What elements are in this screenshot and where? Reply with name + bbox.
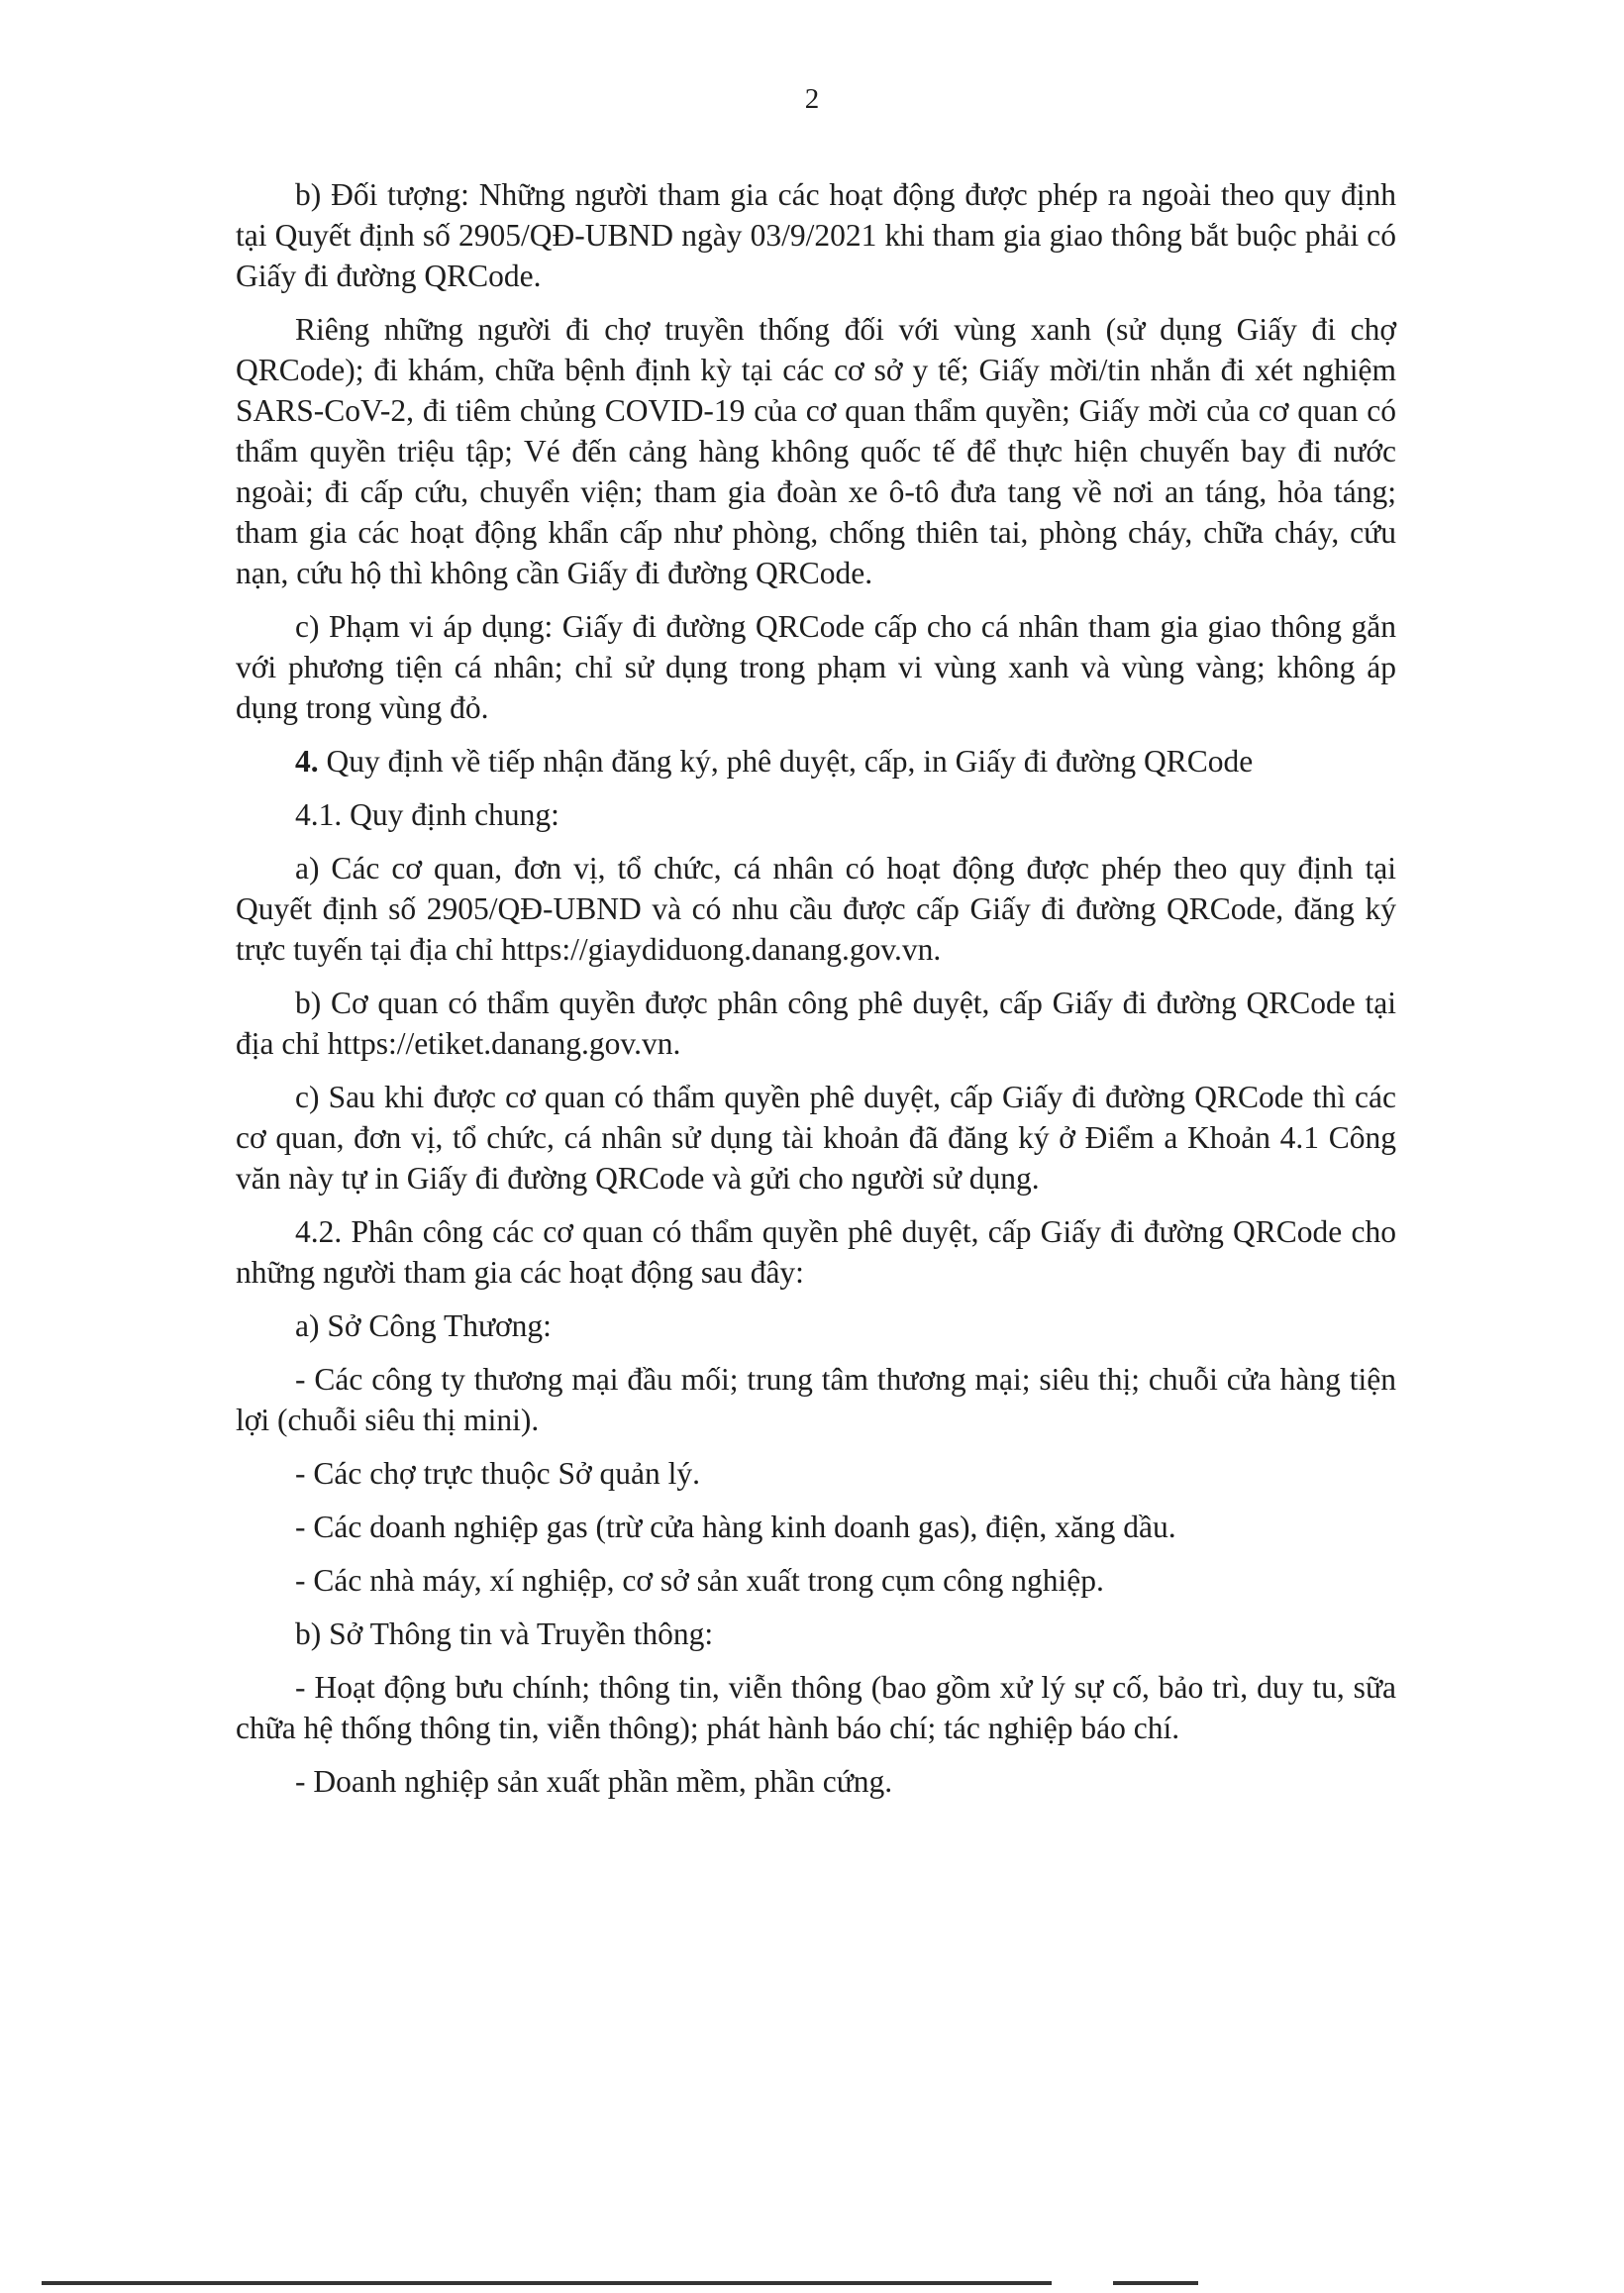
bottom-divider-short: [1113, 2281, 1198, 2285]
list-item: - Các công ty thương mại đầu mối; trung tâm thương mại; siêu thị; chuỗi cửa hàng tiện lợi (chuỗi siêu thị mini).: [236, 1362, 1396, 1437]
paragraph-4-2: 4.2. Phân công các cơ quan có thẩm quyền phê duyệt, cấp Giấy đi đường QRCode cho những người tham gia các hoạt động sau đây:: [236, 1214, 1396, 1290]
list-item: - Các doanh nghiệp gas (trừ cửa hàng kinh doanh gas), điện, xăng dầu.: [295, 1510, 1176, 1544]
paragraph-4-1-a: a) Các cơ quan, đơn vị, tổ chức, cá nhân có hoạt động được phép theo quy định tại Quyết định số 2905/QĐ-UBND và có nhu cầu được cấp Giấy đi đường QRCode, đăng ký trực tuyến tại địa chỉ https://giaydiduong.danang.gov.vn.: [236, 851, 1396, 967]
list-item: - Các nhà máy, xí nghiệp, cơ sở sản xuất trong cụm công nghiệp.: [295, 1563, 1104, 1598]
paragraph-4-1-b: b) Cơ quan có thẩm quyền được phân công phê duyệt, cấp Giấy đi đường QRCode tại địa chỉ https://etiket.danang.gov.vn.: [236, 986, 1396, 1061]
paragraph-pham-vi: c) Phạm vi áp dụng: Giấy đi đường QRCode cấp cho cá nhân tham gia giao thông gắn với phương tiện cá nhân; chỉ sử dụng trong phạm vi vùng xanh và vùng vàng; không áp dụng trong vùng đỏ.: [236, 609, 1396, 725]
list-item: - Doanh nghiệp sản xuất phần mềm, phần cứng.: [295, 1764, 893, 1799]
page-number: 2: [804, 83, 820, 115]
heading-so-cong-thuong: a) Sở Công Thương:: [295, 1308, 552, 1343]
heading-so-thong-tin: b) Sở Thông tin và Truyền thông:: [295, 1616, 714, 1651]
paragraph-exemptions: Riêng những người đi chợ truyền thống đối với vùng xanh (sử dụng Giấy đi chợ QRCode); đi khám, chữa bệnh định kỳ tại các cơ sở y tế; Giấy mời/tin nhắn đi xét nghiệm SARS-CoV-2, đi tiêm chủng COVID-19 của cơ quan thẩm quyền; Giấy mời của cơ quan có thẩm quyền triệu tập; Vé đến cảng hàng không quốc tế để thực hiện chuyến bay đi nước ngoài; đi cấp cứu, chuyển viện; tham gia đoàn xe ô-tô đưa tang về nơi an táng, hỏa táng; tham gia các hoạt động khẩn cấp như phòng, chống thiên tai, phòng cháy, chữa cháy, cứu nạn, cứu hộ thì không cần Giấy đi đường QRCode.: [236, 312, 1396, 590]
section-heading-4: [236, 741, 1396, 782]
paragraph-doi-tuong: b) Đối tượng: Những người tham gia các hoạt động được phép ra ngoài theo quy định tại Quyết định số 2905/QĐ-UBND ngày 03/9/2021 khi tham gia giao thông bắt buộc phải có Giấy đi đường QRCode.: [236, 177, 1396, 293]
bottom-divider: [42, 2281, 1052, 2285]
section-number: 4.: [295, 744, 319, 779]
document-body: [236, 174, 1396, 1815]
subsection-heading-4-1: 4.1. Quy định chung:: [295, 797, 559, 832]
section-title: Quy định về tiếp nhận đăng ký, phê duyệt, cấp, in Giấy đi đường QRCode: [318, 744, 1254, 779]
list-item: - Hoạt động bưu chính; thông tin, viễn thông (bao gồm xử lý sự cố, bảo trì, duy tu, sữa chữa hệ thống thông tin, viễn thông); phát hành báo chí; tác nghiệp báo chí.: [236, 1670, 1396, 1745]
list-item: - Các chợ trực thuộc Sở quản lý.: [295, 1456, 701, 1491]
paragraph-4-1-c: c) Sau khi được cơ quan có thẩm quyền phê duyệt, cấp Giấy đi đường QRCode thì các cơ quan, đơn vị, tổ chức, cá nhân sử dụng tài khoản đã đăng ký ở Điểm a Khoản 4.1 Công văn này tự in Giấy đi đường QRCode và gửi cho người sử dụng.: [236, 1080, 1396, 1196]
